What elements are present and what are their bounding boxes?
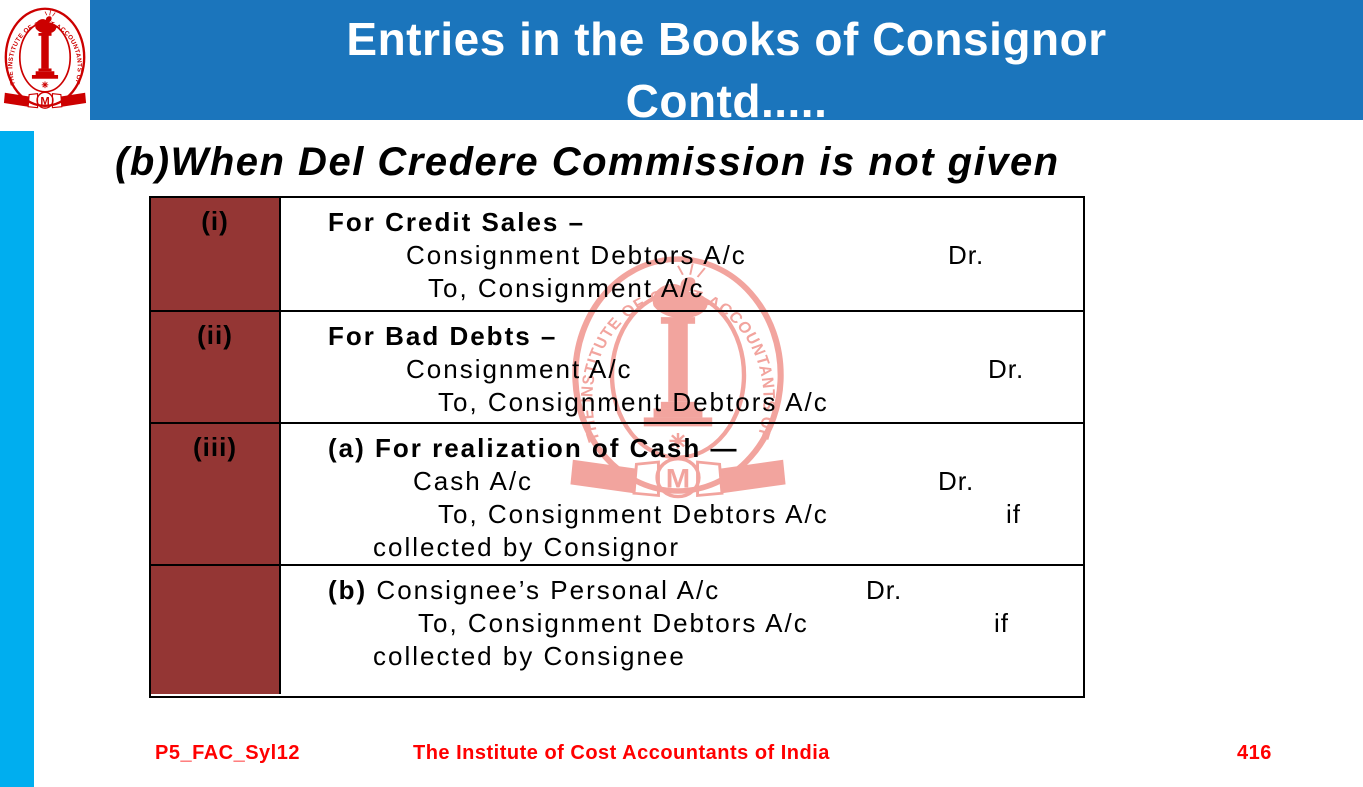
entry-cell: [281, 198, 1083, 310]
entry-line: [281, 640, 1083, 673]
footer: [0, 742, 1363, 772]
table-row: [151, 422, 1083, 564]
entry-line: [281, 353, 1083, 386]
entry-text-bold: (b): [328, 575, 368, 605]
entry-line: [281, 320, 1083, 353]
entry-text: Consignment Debtors A/c: [406, 240, 747, 270]
entry-text-bold: (a) For realization of Cash —: [328, 433, 739, 463]
footer-institute-name: The Institute of Cost Accountants of India: [413, 742, 830, 764]
entry-line: [281, 465, 1083, 498]
entry-line: [281, 432, 1083, 465]
entry-text: collected by Consignee: [373, 641, 686, 671]
entry-text: collected by Consignor: [373, 532, 681, 562]
slide-title: Entries in the Books of Consignor: [346, 13, 1107, 65]
dr-token: Dr.: [988, 354, 1025, 384]
entry-line: [281, 607, 1083, 640]
footer-page-number: 416: [1237, 742, 1272, 764]
entry-line: [281, 206, 1083, 239]
institute-logo: [0, 0, 90, 131]
institute-seal-icon: [3, 2, 87, 120]
if-token: if: [1006, 499, 1021, 529]
entry-text: To, Consignment Debtors A/c: [438, 499, 829, 529]
entry-text: Consignee’s Personal A/c: [367, 575, 721, 605]
footer-course-code: P5_FAC_Syl12: [155, 742, 300, 764]
left-accent-strip: [0, 131, 34, 787]
row-number-cell: (ii): [151, 312, 281, 422]
journal-entries-table: [149, 196, 1085, 698]
entry-text-bold: For Credit Sales –: [328, 207, 586, 237]
entry-line: [281, 574, 1083, 607]
row-number-cell: [151, 566, 281, 694]
entry-text: Consignment A/c: [406, 354, 633, 384]
row-number-cell: (i): [151, 198, 281, 310]
entry-text: To, Consignment Debtors A/c: [438, 387, 829, 417]
title-banner: [90, 0, 1363, 120]
entry-line: [281, 498, 1083, 531]
entry-text: To, Consignment A/c: [428, 273, 705, 303]
entry-line: [281, 531, 1083, 564]
row-number-cell: (iii): [151, 424, 281, 564]
table-row: [151, 198, 1083, 310]
slide-title-contd: Contd.....: [625, 75, 828, 120]
entry-cell: [281, 312, 1083, 422]
entry-cell: [281, 424, 1083, 564]
entry-line: [281, 386, 1083, 419]
section-heading: (b)When Del Credere Commission is not given: [115, 140, 1060, 184]
table-row: [151, 310, 1083, 422]
dr-token: Dr.: [866, 575, 903, 605]
table-row: [151, 564, 1083, 694]
dr-token: Dr.: [938, 466, 975, 496]
entry-line: [281, 272, 1083, 305]
entry-text: To, Consignment Debtors A/c: [418, 608, 809, 638]
entry-text: Cash A/c: [413, 466, 534, 496]
dr-token: Dr.: [948, 240, 985, 270]
if-token: if: [994, 608, 1009, 638]
entry-text-bold: For Bad Debts –: [328, 321, 558, 351]
entry-cell: [281, 566, 1083, 694]
entry-line: [281, 239, 1083, 272]
